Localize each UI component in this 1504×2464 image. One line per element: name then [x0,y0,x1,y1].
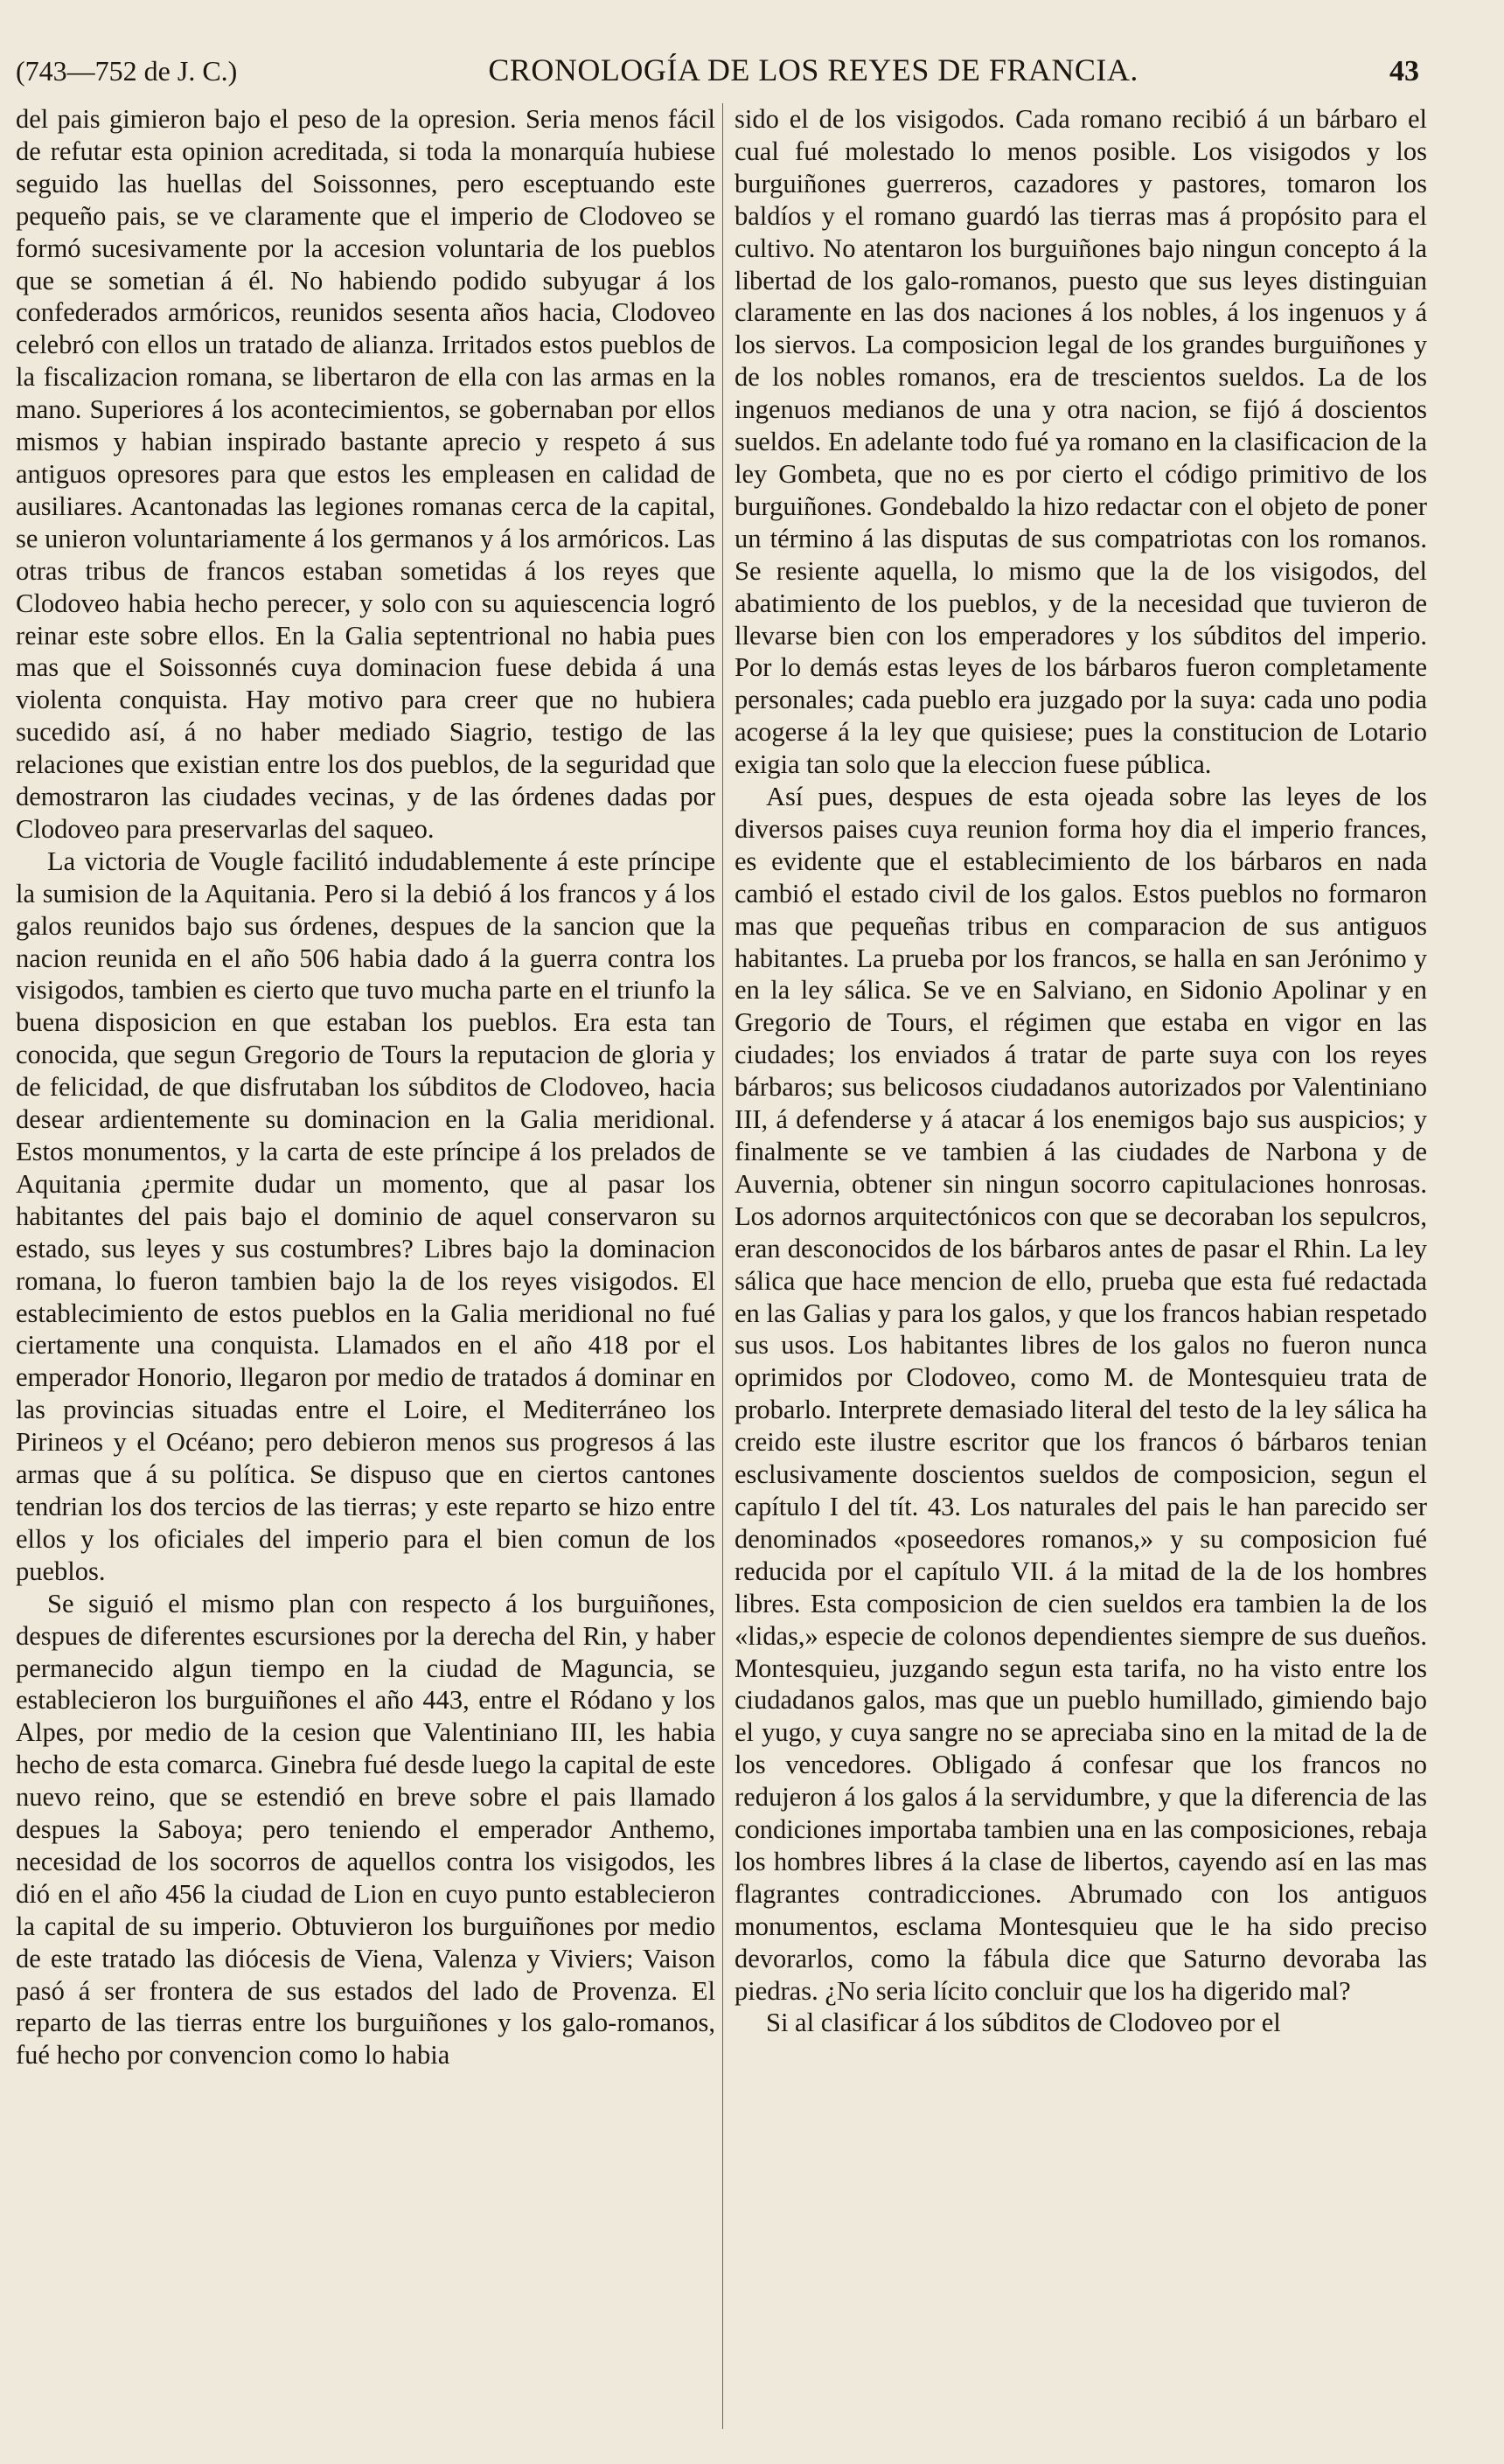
header-date-range: (743—752 de J. C.) [16,55,238,87]
paragraph: Se siguió el mismo plan con respecto á los burguiñones, despues de diferentes escursiones por la derecha del Rin, y haber permanecido algun tiempo en la ciudad de Maguncia, se establecieron los burguiñones el año 443, entre el Ródano y los Alpes, por medio de la cesion que Valentiniano III, les habia hecho de esta comarca. Ginebra fué desde luego la capital de este nuevo reino, que se estendió en breve sobre el pais llamado despues la Saboya; pero teniendo el emperador Anthemo, necesidad de los socorros de aquellos contra los visigodos, les dió en el año 456 la ciudad de Lion en cuyo punto establecieron la capital de su imperio. Obtuvieron los burguiñones por medio de este tratado las diócesis de Viena, Valenza y Viviers; Vaison pasó á ser frontera de sus estados del lado de Provenza. El reparto de las tierras entre los burguiñones y los galo-romanos, fué hecho por convencion como lo habia [16,1588,715,2071]
page-number: 43 [1389,55,1419,87]
paragraph: sido el de los visigodos. Cada romano recibió á un bárbaro el cual fué molestado lo menos posible. Los visigodos y los burguiñones guerreros, cazadores y pastores, tomaron los baldíos y el romano guardó las tierras mas á propósito para el cultivo. No atentaron los burguiñones bajo ningun concepto á la libertad de los galo-romanos, puesto que sus leyes distinguian claramente en las dos naciones á los nobles, á los ingenuos y á los siervos. La composicion legal de los grandes burguiñones y de los nobles romanos, era de trescientos sueldos. La de los ingenuos medianos de una y otra nacion, se fijó á doscientos sueldos. En adelante todo fué ya romano en la clasificacion de la ley Gombeta, que no es por cierto el código primitivo de los burguiñones. Gondebaldo la hizo redactar con el objeto de poner un término á las disputas de sus compatriotas con los romanos. Se resiente aquella, lo mismo que la de los visigodos, del abatimiento de los pueblos, y de la necesidad que tuvieron de llevarse bien con los emperadores y los súbditos del imperio. Por lo demás estas leyes de los bárbaros fueron completamente personales; cada pueblo era juzgado por la suya: cada uno podia acogerse á la ley que quisiese; pues la constitucion de Lotario exigia tan solo que la eleccion fuese pública. [735,104,1427,780]
left-column [16,103,715,2429]
paragraph: Así pues, despues de esta ojeada sobre las leyes de los diversos paises cuya reunion forma hoy dia el imperio frances, es evidente que el establecimiento de los bárbaros en nada cambió el estado civil de los galos. Estos pueblos no formaron mas que pequeñas tribus en comparacion de sus antiguos habitantes. La prueba por los francos, se halla en san Jerónimo y en la ley sálica. Se ve en Salviano, en Sidonio Apolinar y en Gregorio de Tours, el régimen que estaba en vigor en las ciudades; los enviados á tratar de parte suya con los reyes bárbaros; sus belicosos ciudadanos autorizados por Valentiniano III, á defenderse y á atacar á los enemigos bajo sus auspicios; y finalmente se ve tambien á las ciudades de Narbona y de Auvernia, obtener sin ningun socorro capitulaciones honrosas. Los adornos arquitectónicos con que se decoraban los sepulcros, eran desconocidos de los bárbaros antes de pasar el Rhin. La ley sálica que hace mencion de ello, prueba que esta fué redactada en las Galias y para los galos, y que los francos habian respetado sus usos. Los habitantes libres de los galos no fueron nunca oprimidos por Clodoveo, como M. de Montesquieu trata de probarlo. Interprete demasiado literal del testo de la ley sálica ha creido este ilustre escritor que los francos ó bárbaros tenian esclusivamente doscientos sueldos de composicion, segun el capítulo I del tít. 43. Los naturales del pais le han parecido ser denominados «poseedores romanos,» y su composicion fué reducida por el capítulo VII. á la mitad de la de los hombres libres. Esta composicion de cien sueldos era tambien la de los «lidas,» especie de colonos dependientes siempre de sus dueños. Montesquieu, juzgando segun esta tarifa, no ha visto entre los ciudadanos galos, mas que un pueblo humillado, gimiendo bajo el yugo, y cuya sangre no se apreciaba sino en la mitad de la de los vencedores. Obligado á confesar que los francos no redujeron á los galos á la servidumbre, y que la diferencia de las condiciones importaba tambien una en las composiciones, rebaja los hombres libres á la clase de libertos, cayendo así en las mas flagrantes contradicciones. Abrumado con los antiguos monumentos, esclama Montesquieu que le ha sido preciso devorarlos, como la fábula dice que Saturno devoraba las piedras. ¿No seria lícito concluir que los ha digerido mal? [735,782,1427,2006]
header-title: CRONOLOGÍA DE LOS REYES DE FRANCIA. [488,52,1138,87]
right-column [735,103,1427,2429]
paragraph: La victoria de Vougle facilitó indudablemente á este príncipe la sumision de la Aquitania. Pero si la debió á los francos y á los galos reunidos bajo sus órdenes, despues de la sancion que la nacion reunida en el año 506 habia dado á la guerra contra los visigodos, tambien es cierto que tuvo mucha parte en el triunfo la buena disposicion en que estaban los pueblos. Era esta tan conocida, que segun Gregorio de Tours la reputacion de gloria y de felicidad, de que disfrutaban los súbditos de Clodoveo, hacia desear ardientemente su dominacion en la Galia meridional. Estos monumentos, y la carta de este príncipe á los prelados de Aquitania ¿permite dudar un momento, que al pasar los habitantes del pais bajo el dominio de aquel conservaron su estado, sus leyes y sus costumbres? Libres bajo la dominacion romana, lo fueron tambien bajo la de los reyes visigodos. El establecimiento de estos pueblos en la Galia meridional no fué ciertamente una conquista. Llamados en el año 418 por el emperador Honorio, llegaron por medio de tratados á dominar en las provincias situadas entre el Loire, el Mediterráneo los Pirineos y el Océano; pero debieron menos sus progresos á las armas que á su política. Se dispuso que en ciertos cantones tendrian los dos tercios de las tierras; y este reparto se hizo entre ellos y los oficiales del imperio para el bien comun de los pueblos. [16,846,715,1586]
paragraph: del pais gimieron bajo el peso de la opresion. Seria menos fácil de refutar esta opinion acreditada, si toda la monarquía hubiese seguido las huellas del Soissonnes, pero esceptuando este pequeño pais, se ve claramente que el imperio de Clodoveo se formó sucesivamente por la accesion voluntaria de los pueblos que se sometian á él. No habiendo podido subyugar á los confederados armóricos, reunidos sesenta años hacia, Clodoveo celebró con ellos un tratado de alianza. Irritados estos pueblos de la fiscalizacion romana, se libertaron de ella con las armas en la mano. Superiores á los acontecimientos, se gobernaban por ellos mismos y habian inspirado bastante aprecio y respeto á sus antiguos opresores para que estos les empleasen en calidad de ausiliares. Acantonadas las legiones romanas cerca de la capital, se unieron voluntariamente á los germanos y á los armóricos. Las otras tribus de francos estaban sometidas á los reyes que Clodoveo habia hecho perecer, y solo con su aquiescencia logró reinar este sobre ellos. En la Galia septentrional no habia pues mas que el Soissonnés cuya dominacion fuese debida á una violenta conquista. Hay motivo para creer que no hubiera sucedido así, á no haber mediado Siagrio, testigo de las relaciones que existian entre los dos pueblos, de la seguridad que demostraron las ciudades vecinas, y de las órdenes dadas por Clodoveo para preservarlas del saqueo. [16,104,715,844]
column-divider [722,103,723,2429]
paragraph: Si al clasificar á los súbditos de Clodoveo por el [766,2008,1281,2038]
running-header [16,54,1419,98]
